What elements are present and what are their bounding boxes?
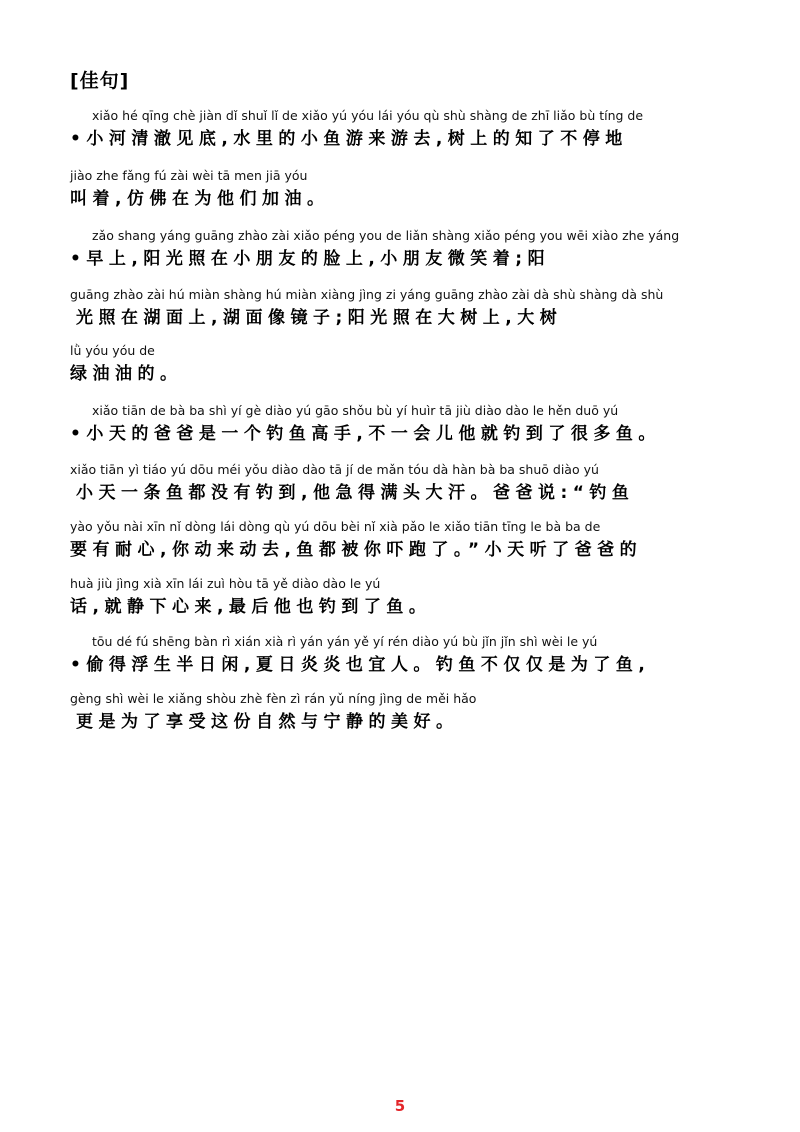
hanzi-row: •早上,阳光照在小朋友的脸上,小朋友微笑着;阳 bbox=[70, 249, 551, 269]
section-heading: [佳句] bbox=[70, 70, 130, 92]
hanzi-row: 更是为了享受这份自然与宁静的美好。 bbox=[76, 712, 459, 732]
hanzi-row: 要有耐心,你动来动去,鱼都被你吓跑了。”小天听了爸爸的 bbox=[70, 540, 643, 560]
pinyin-row: jiào zhe fǎng fú zài wèi tā men jiā yóu bbox=[70, 168, 308, 183]
hanzi-row: 绿油油的。 bbox=[70, 364, 183, 384]
hanzi-row: •偷得浮生半日闲,夏日炎炎也宜人。钓鱼不仅仅是为了鱼, bbox=[70, 655, 651, 675]
pinyin-row: xiǎo tiān yì tiáo yú dōu méi yǒu diào dào tā jí de mǎn tóu dà hàn bà ba shuō diào yú bbox=[70, 462, 599, 477]
pinyin-row: zǎo shang yáng guāng zhào zài xiǎo péng you de liǎn shàng xiǎo péng you wēi xiào zhe yáng bbox=[92, 228, 680, 243]
pinyin-row: gèng shì wèi le xiǎng shòu zhè fèn zì rán yǔ níng jìng de měi hǎo bbox=[70, 691, 477, 706]
hanzi-row: •小河清澈见底,水里的小鱼游来游去,树上的知了不停地 bbox=[70, 129, 628, 149]
pinyin-row: guāng zhào zài hú miàn shàng hú miàn xiàng jìng zi yáng guāng zhào zài dà shù shàng dà shù bbox=[70, 287, 664, 302]
pinyin-row: xiǎo tiān de bà ba shì yí gè diào yú gāo shǒu bù yí huìr tā jiù diào dào le hěn duō yú bbox=[92, 403, 619, 418]
pinyin-row: huà jiù jìng xià xīn lái zuì hòu tā yě diào dào le yú bbox=[70, 576, 381, 591]
pinyin-row: tōu dé fú shēng bàn rì xián xià rì yán yán yě yí rén diào yú bù jǐn jǐn shì wèi le yú bbox=[92, 634, 598, 649]
pinyin-row: lǜ yóu yóu de bbox=[70, 343, 155, 358]
hanzi-row: 小天一条鱼都没有钓到,他急得满头大汗。爸爸说:“钓鱼 bbox=[76, 483, 635, 503]
pinyin-row: yào yǒu nài xīn nǐ dòng lái dòng qù yú dōu bèi nǐ xià pǎo le xiǎo tiān tīng le bà ba de bbox=[70, 519, 601, 534]
hanzi-row: •小天的爸爸是一个钓鱼高手,不一会儿他就钓到了很多鱼。 bbox=[70, 424, 661, 444]
hanzi-row: 光照在湖面上,湖面像镜子;阳光照在大树上,大树 bbox=[76, 308, 563, 328]
hanzi-row: 叫着,仿佛在为他们加油。 bbox=[70, 189, 330, 209]
pinyin-row: xiǎo hé qīng chè jiàn dǐ shuǐ lǐ de xiǎo yú yóu lái yóu qù shù shàng de zhī liǎo bù tíng de bbox=[92, 108, 644, 123]
hanzi-row: 话,就静下心来,最后他也钓到了鱼。 bbox=[70, 597, 432, 617]
page-number: 5 bbox=[394, 1097, 406, 1115]
